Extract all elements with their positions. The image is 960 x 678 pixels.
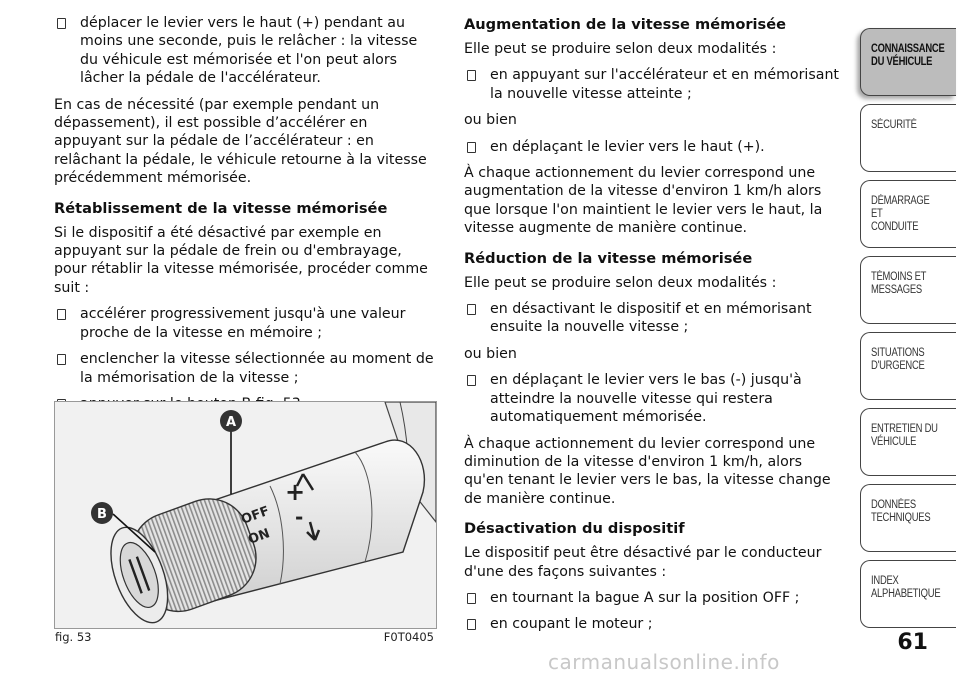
tab-label: INDEX ALPHABETIQUE <box>871 575 941 600</box>
lever-illustration <box>55 402 436 628</box>
paragraph: À chaque actionnement du levier correspond une diminution de la vitesse d'environ 1 km/h, alors qu'en tenant le levier vers le bas, la vitesse change de manière continue. <box>464 435 831 507</box>
paragraph: Si le dispositif a été désactivé par exemple en appuyant sur la pédale de frein ou d'embrayage, pour rétablir la vitesse mémorisée, procéder comme suit : <box>54 224 428 296</box>
tab-demarrage-et-conduite[interactable] <box>860 180 956 248</box>
list-item: accélérer progressivement jusqu'à une valeur proche de la vitesse en mémoire ; <box>54 305 436 342</box>
tab-label: DÉMARRAGE ET CONDUITE <box>871 195 930 233</box>
paragraph: Elle peut se produire selon deux modalités : <box>464 41 777 57</box>
callout-b-label: B <box>97 507 107 522</box>
tab-connaissance-du-vehicule[interactable] <box>860 28 956 96</box>
section-heading: Réduction de la vitesse mémorisée <box>464 249 753 267</box>
paragraph: À chaque actionnement du levier correspond une augmentation de la vitesse d'environ 1 km/h alors que lorsque l'on maintient le levier vers le haut, la vitesse augmente de manière continue. <box>464 165 823 237</box>
chapter-sidebar <box>856 0 960 678</box>
watermark: carmanualsonline.info <box>548 650 780 674</box>
figure-code: F0T0405 <box>383 630 434 644</box>
list-item: en désactivant le dispositif et en mémorisant ensuite la nouvelle vitesse ; <box>464 300 846 337</box>
tab-label: DONNÉES TECHNIQUES <box>871 499 931 524</box>
list-item: en déplaçant le levier vers le bas (-) jusqu'à atteindre la nouvelle vitesse qui restera automatiquement mémorisée. <box>464 371 846 426</box>
paragraph: En cas de nécessité (par exemple pendant un dépassement), il est possible d’accélérer en appuyant sur la pédale de l’accélérateur : en relâchant la pédale, le véhicule retourne à la vitesse précédemment mémorisée. <box>54 96 427 187</box>
plus-symbol: + <box>285 478 306 506</box>
section-heading: Augmentation de la vitesse mémorisée <box>464 16 787 33</box>
figure-53 <box>54 401 437 644</box>
list-item: en coupant le moteur ; <box>464 615 846 633</box>
tab-temoins-et-messages[interactable] <box>860 256 956 324</box>
page-number: 61 <box>897 630 928 655</box>
section-heading: Désactivation du dispositif <box>464 520 685 538</box>
tab-label: SÉCURITÉ <box>871 119 917 131</box>
paragraph: ou bien <box>464 345 517 362</box>
tab-securite[interactable] <box>860 104 956 172</box>
list-item: en appuyant sur l'accélérateur et en mémorisant la nouvelle vitesse atteinte ; <box>464 66 846 103</box>
tab-donnees-techniques[interactable] <box>860 484 956 552</box>
ring-off-label: OFF <box>239 503 272 528</box>
tab-label: TÉMOINS ET MESSAGES <box>871 271 927 296</box>
ring-on-label: ON <box>246 526 272 548</box>
tab-label: CONNAISSANCE DU VÉHICULE <box>871 43 945 68</box>
list-item: déplacer le levier vers le haut (+) pendant au moins une seconde, puis le relâcher : la vitesse du véhicule est mémorisée et l'on peut alors lâcher la pédale de l'accélérateur. <box>54 14 436 88</box>
minus-symbol: - <box>295 505 304 529</box>
callout-a-label: A <box>225 415 237 430</box>
tab-label: SITUATIONS D'URGENCE <box>871 347 925 372</box>
list-item: en tournant la bague A sur la position OFF ; <box>464 589 846 607</box>
paragraph: Le dispositif peut être désactivé par le conducteur d'une des façons suivantes : <box>464 545 822 580</box>
tab-situations-d-urgence[interactable] <box>860 332 956 400</box>
tab-entretien-du-vehicule[interactable] <box>860 408 956 476</box>
right-column <box>464 14 846 642</box>
list-item: en déplaçant le levier vers le haut (+). <box>464 138 846 156</box>
paragraph: Elle peut se produire selon deux modalités : <box>464 274 777 291</box>
paragraph: ou bien <box>464 112 517 129</box>
list-item: enclencher la vitesse sélectionnée au moment de la mémorisation de la vitesse ; <box>54 350 436 387</box>
section-heading: Rétablissement de la vitesse mémorisée <box>54 199 388 217</box>
tab-label: ENTRETIEN DU VÉHICULE <box>871 423 938 448</box>
tab-index-alphabetique[interactable] <box>860 560 956 628</box>
figure-caption: fig. 53 <box>55 630 92 644</box>
left-column <box>54 14 436 421</box>
